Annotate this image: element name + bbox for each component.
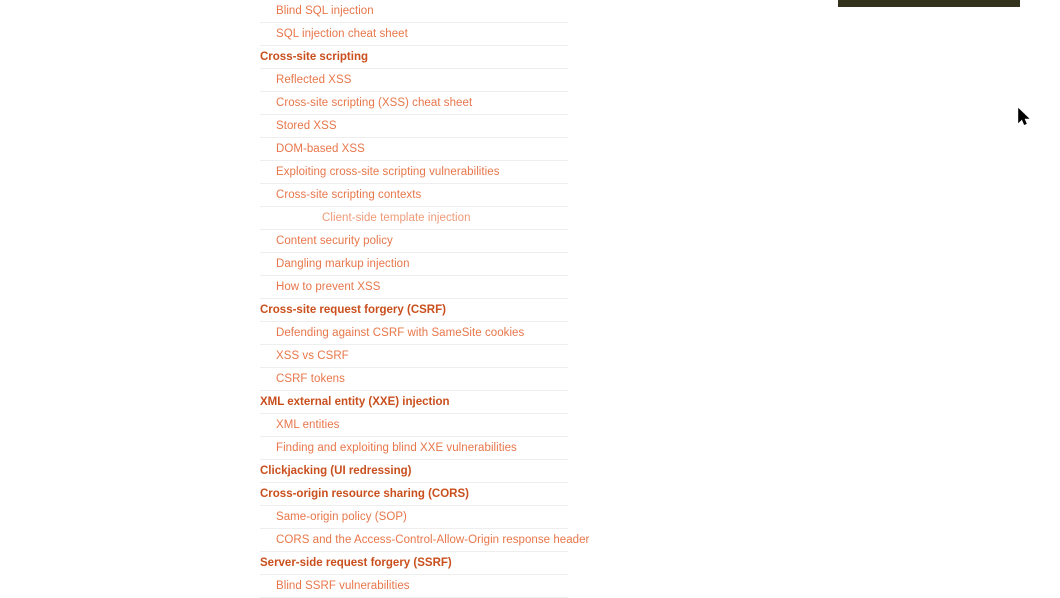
toc-item-label: DOM-based XSS — [276, 143, 365, 155]
toc-item-label: XSS vs CSRF — [276, 350, 349, 362]
toc-link[interactable] — [260, 437, 568, 460]
toc-link[interactable] — [260, 414, 568, 437]
toc-link[interactable] — [260, 138, 568, 161]
toc-link[interactable] — [260, 161, 568, 184]
toc-section-heading[interactable] — [260, 460, 568, 483]
toc-item-label: Blind SSRF vulnerabilities — [276, 580, 410, 592]
toc-link[interactable] — [260, 368, 568, 391]
toc-item-label: CSRF tokens — [276, 373, 345, 385]
toc-item-label: Blind SQL injection — [276, 5, 374, 17]
toc-link[interactable] — [260, 253, 568, 276]
toc-link[interactable] — [260, 276, 568, 299]
toc-item-label: Server-side request forgery (SSRF) — [260, 557, 452, 569]
toc-link[interactable] — [260, 115, 568, 138]
toc-item-label: Defending against CSRF with SameSite cookies — [276, 327, 525, 339]
toc-item-label: Dangling markup injection — [276, 258, 410, 270]
toc-link[interactable] — [260, 0, 568, 23]
toc-link[interactable] — [260, 506, 568, 529]
toc-section-heading[interactable] — [260, 391, 568, 414]
toc-item-label: Cross-site scripting — [260, 51, 368, 63]
toc-item-label: Client-side template injection — [322, 212, 471, 224]
toc-link[interactable] — [260, 184, 568, 207]
toc-item-label: How to prevent XSS — [276, 281, 381, 293]
toc-item-label: Cross-site scripting (XSS) cheat sheet — [276, 97, 473, 109]
toc-item-label: XML entities — [276, 419, 340, 431]
toc-item-label: Exploiting cross-site scripting vulnerabilities — [276, 166, 500, 178]
toc-section-heading[interactable] — [260, 552, 568, 575]
toc-item-label: XML external entity (XXE) injection — [260, 396, 450, 408]
toc-item-label: Reflected XSS — [276, 74, 352, 86]
toc-item-label: Clickjacking (UI redressing) — [260, 465, 412, 477]
toc-link[interactable] — [260, 23, 568, 46]
toc-item-label: Finding and exploiting blind XXE vulnerabilities — [276, 442, 517, 454]
toc-item-label: Cross-origin resource sharing (CORS) — [260, 488, 469, 500]
toc-item-label: CORS and the Access-Control-Allow-Origin response header — [276, 534, 590, 546]
toc-item-label: Stored XSS — [276, 120, 337, 132]
toc-link[interactable] — [260, 575, 568, 598]
toc-link[interactable] — [260, 92, 568, 115]
top-bar-fragment — [838, 0, 1020, 7]
toc-item-label: Cross-site scripting contexts — [276, 189, 422, 201]
toc-item-label: Content security policy — [276, 235, 393, 247]
toc-link[interactable] — [260, 207, 568, 230]
toc-item-label: SQL injection cheat sheet — [276, 28, 408, 40]
toc-item-label: Cross-site request forgery (CSRF) — [260, 304, 446, 316]
toc-link[interactable] — [260, 345, 568, 368]
mouse-pointer-icon — [1018, 108, 1030, 126]
toc-section-heading[interactable] — [260, 299, 568, 322]
table-of-contents — [260, 0, 590, 598]
toc-link[interactable] — [260, 69, 568, 92]
toc-link[interactable] — [260, 529, 590, 552]
toc-link[interactable] — [260, 322, 568, 345]
toc-link[interactable] — [260, 230, 568, 253]
toc-item-label: Same-origin policy (SOP) — [276, 511, 407, 523]
toc-section-heading[interactable] — [260, 483, 568, 506]
toc-section-heading[interactable] — [260, 46, 568, 69]
